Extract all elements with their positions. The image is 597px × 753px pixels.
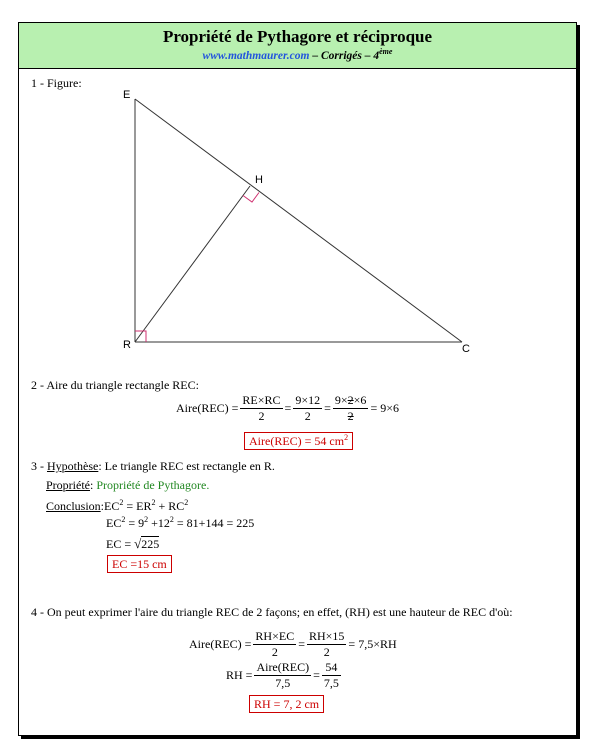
part4-heading: 4 - On peut exprimer l'aire du triangle REC de 2 façons; en effet, (RH) est une hauteur de REC d'où: — [31, 605, 513, 619]
figure-heading: 1 - Figure: — [31, 76, 82, 90]
segment-EC — [135, 99, 462, 342]
part3-result: EC =15 cm — [107, 557, 172, 572]
part4-result: RH = 7, 2 cm — [249, 697, 324, 712]
part4-rh-equation: RH = $\frac{\text{Aire(REC)}}{7,5}$ = $\frac{54}{7,5}$ — [226, 660, 339, 690]
part3-property: Propriété: Propriété de Pythagore. — [46, 478, 210, 492]
subtitle-rest: – Corrigés – 4 — [309, 49, 380, 62]
fraction-3: $\frac{9\times 2\times 6}{2}$ — [334, 393, 367, 423]
segment-RH — [135, 186, 250, 342]
part3-conclusion-line3: EC = √225 — [106, 536, 160, 551]
part3-hypothesis: 3 - Hypothèse: Le triangle REC est rectangle en R. — [31, 459, 275, 473]
part2-equation — [176, 393, 399, 424]
site-link[interactable]: www.mathmaurer.com — [202, 49, 310, 62]
part4-equation: Aire(REC) = $\frac{RH\times EC}{2}$ = $\frac{RH\times 15}{2}$ = 7,5×RH — [189, 629, 397, 659]
label-C: C — [462, 343, 470, 355]
part3-conclusion-line1: $Conclusion:EC^2 = ER^2 + RC^2$ — [46, 498, 189, 513]
label-E: E — [123, 89, 131, 101]
equals: = — [284, 401, 292, 415]
part2-result: Aire(REC) = 54 $cm^2$ — [244, 433, 353, 449]
right-angle-H — [243, 193, 259, 203]
fraction-1: $\frac{RE\times RC}{2}$ — [242, 393, 281, 423]
grade-sup: ème — [379, 47, 393, 56]
area-lhs: Aire(REC) = — [176, 401, 239, 415]
area-tail: = 9×6 — [370, 401, 399, 415]
fraction-2: $\frac{9\times 12}{2}$ — [295, 393, 321, 423]
equals: = — [324, 401, 331, 415]
label-R: R — [123, 339, 131, 351]
page-title: Propriété de Pythagore et réciproque — [162, 27, 433, 46]
label-H: H — [255, 174, 263, 186]
part3-conclusion-line2: $EC^2 = 9^2 +12^2 = 81+144 = 225$ — [106, 515, 255, 530]
part2-heading: 2 - Aire du triangle rectangle REC: — [31, 378, 199, 392]
